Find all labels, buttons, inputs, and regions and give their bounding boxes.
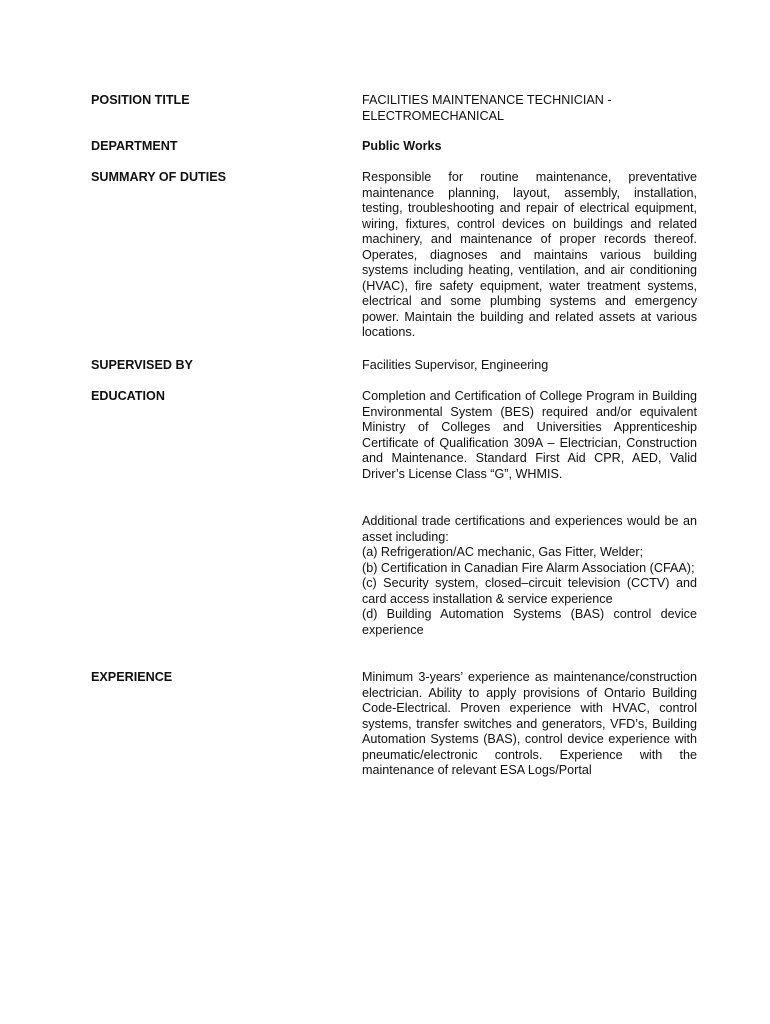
education-intro: Additional trade certifications and experiences would be an asset including: [362,514,697,544]
education-item-c: (c) Security system, closed–circuit television (CCTV) and card access installation & service experience [362,576,697,606]
experience-label: EXPERIENCE [91,670,173,684]
education-item-b: (b) Certification in Canadian Fire Alarm Association (CFAA); [362,560,695,575]
supervised-by-value: Facilities Supervisor, Engineering [362,358,549,372]
education-item-a: (a) Refrigeration/AC mechanic, Gas Fitter, Welder; [362,545,644,559]
summary-of-duties-label: SUMMARY OF DUTIES [91,170,227,184]
education-additional-block [362,514,697,638]
department-value: Public Works [362,139,442,153]
position-title-line-1: FACILITIES MAINTENANCE TECHNICIAN - [362,93,612,107]
experience-value: Minimum 3-years’ experience as maintenance/construction electrician. Ability to apply provisions of Ontario Building Code-Electrical. Proven experience with HVAC, control systems, transfer switches and generators, VFD’s, Building Automation Systems (BAS), control device experience with pneumatic/electronic controls. Experience with the maintenance of relevant ESA Logs/Portal [362,670,697,777]
education-item-d: (d) Building Automation Systems (BAS) control device experience [362,607,697,637]
department-label: DEPARTMENT [91,139,178,153]
education-paragraph-1: Completion and Certification of College Program in Building Environmental System (BES) required and/or equivalent Ministry of Colleges and Universities Apprenticeship Certificate of Qualification 309A – Electrician, Construction and Maintenance. Standard First Aid CPR, AED, Valid Driver’s License Class “G”, WHMIS. [362,389,697,481]
position-title-label: POSITION TITLE [91,93,190,107]
position-title-value [362,93,697,124]
supervised-by-label: SUPERVISED BY [91,358,193,372]
position-title-line-2: ELECTROMECHANICAL [362,108,505,123]
education-label: EDUCATION [91,389,165,403]
summary-of-duties-value: Responsible for routine maintenance, preventative maintenance planning, layout, assembly, installation, testing, troubleshooting and repair of electrical equipment, wiring, fixtures, control devices on buildings and related machinery, and maintenance of proper records thereof. Operates, diagnoses and maintains various building systems including heating, ventilation, and air conditioning (HVAC), fire safety equipment, water treatment systems, electrical and some plumbing systems and emergency power. Maintain the building and related assets at various locations. [362,170,697,339]
